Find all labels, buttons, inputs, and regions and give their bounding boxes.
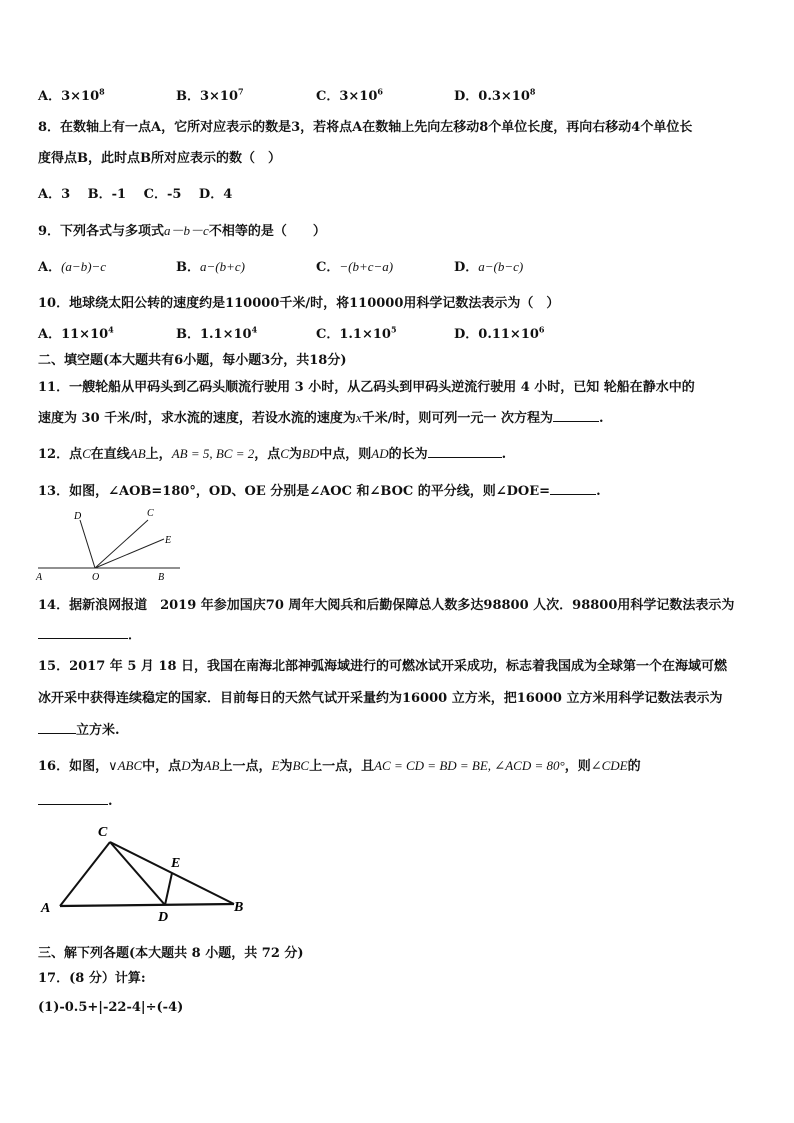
q15-stem-line3: 立方米. — [38, 719, 120, 738]
q9-option-d: D．a−(b−c) — [454, 259, 524, 275]
q13-label-o: O — [92, 572, 100, 583]
q13-ray-oc — [95, 520, 148, 568]
q8-options: A．3 B．-1 C．-5 D．4 — [38, 187, 233, 202]
q16-label-a: A — [41, 901, 51, 916]
q9-stem: 9．下列各式与多项式a－b－c不相等的是（ ） — [38, 223, 326, 239]
q13-label-d: D — [74, 511, 82, 522]
q12-stem: 12．点C在直线AB上，AB = 5, BC = 2，点C为BD中点，则AD的长为 . — [38, 446, 507, 462]
q9-option-a: A．(a−b)−c — [38, 259, 107, 275]
q16-stem: 16．如图，∨ABC中，点D为AB上一点，E为BC上一点，且AC = CD = BD = BE, ∠ACD = 80°，则∠CDE的 — [38, 758, 641, 774]
q16-segment-cd — [110, 842, 165, 905]
q14-answer-line: ． — [38, 624, 141, 643]
q11-stem-line1: 11．一艘轮船从甲码头到乙码头顺流行驶用 3 小时，从乙码头到甲码头逆流行驶用 4 小时，已知 轮船在静水中的 — [38, 380, 695, 395]
section-2-heading: 二、填空题(本大题共有6小题，每小题3分，共18分) — [38, 353, 347, 368]
q16-label-d: D — [158, 910, 169, 924]
q10-option-c: C．$1.1\times 10^5$ — [316, 324, 397, 342]
q16-label-c: C — [98, 825, 108, 840]
q7-option-c: C．$3\times 10^6$ — [316, 86, 383, 104]
q15-stem-line2: 冰开采中获得连续稳定的国家．目前每日的天然气试开采量约为16000 立方米，把16000 立方米用科学记数法表示为 — [38, 691, 723, 706]
q8-stem-line1: 8．在数轴上有一点A，它所对应表示的数是3，若将点A在数轴上先向左移动8个单位长度，再向右移动4个单位长 — [38, 120, 693, 135]
q16-side-ac — [60, 842, 110, 906]
q12-answer-blank — [428, 445, 502, 458]
q13-label-a: A — [36, 572, 43, 583]
q9-option-c: C．−(b+c−a) — [316, 259, 394, 275]
q7-option-d: D．$0.3\times 10^8$ — [454, 86, 536, 104]
section-3-heading: 三、解下列各题(本大题共 8 小题，共 72 分) — [38, 946, 304, 961]
q15-stem-line1: 15．2017 年 5 月 18 日，我国在南海北部神弧海域进行的可燃冰试开采成功，标志着我国成为全球第一个在海域可燃 — [38, 659, 728, 674]
q11-stem-line2: 速度为 30 千米/时，求水流的速度，若设水流的速度为x千米/时，则可列一元一 次方程为 . — [38, 410, 604, 426]
q13-label-e: E — [165, 535, 172, 546]
q16-side-ab — [60, 904, 234, 906]
q8-stem-line2: 度得点B，此时点B所对应表示的数（ ） — [38, 151, 281, 166]
q17-stem: 17．(8 分）计算: — [38, 971, 146, 986]
q16-segment-de — [165, 873, 172, 905]
q17-part1: (1)-0.5+|-22-4|÷(-4) — [38, 1000, 184, 1015]
q10-option-a: A．$11\times 10^4$ — [38, 324, 114, 342]
q13-answer-blank — [550, 482, 596, 495]
q7-option-a: A．$3\times 10^8$ — [38, 86, 105, 104]
q10-option-d: D．$0.11\times 10^6$ — [454, 324, 545, 342]
q16-answer-blank — [38, 792, 108, 805]
q14-stem: 14．据新浪网报道 2019 年参加国庆70 周年大阅兵和后勤保障总人数多达98800 人次．98800用科学记数法表示为 — [38, 598, 735, 613]
q14-answer-blank — [38, 626, 128, 639]
q10-option-b: B．$1.1\times 10^4$ — [176, 324, 258, 342]
q13-stem: 13．如图，∠AOB=180°，OD、OE 分别是∠AOC 和∠BOC 的平分线，则∠DOE= . — [38, 484, 601, 499]
q13-label-c: C — [147, 508, 154, 519]
q13-ray-oe — [95, 539, 164, 568]
q16-answer-line: . — [38, 792, 113, 809]
q13-angle-figure — [34, 506, 184, 584]
q9-option-b: B．a−(b+c) — [176, 259, 245, 275]
q11-answer-blank — [553, 409, 599, 422]
q10-stem: 10．地球绕太阳公转的速度约是110000千米/时，将110000用科学记数法表示为（ ） — [38, 296, 560, 311]
q15-answer-blank — [38, 721, 76, 734]
q13-label-b: B — [158, 572, 165, 583]
q16-label-e: E — [171, 856, 181, 871]
q13-ray-od — [80, 520, 95, 568]
q7-option-b: B．$3\times 10^7$ — [176, 86, 244, 104]
q16-label-b: B — [234, 900, 244, 915]
q16-triangle-figure — [38, 820, 263, 924]
